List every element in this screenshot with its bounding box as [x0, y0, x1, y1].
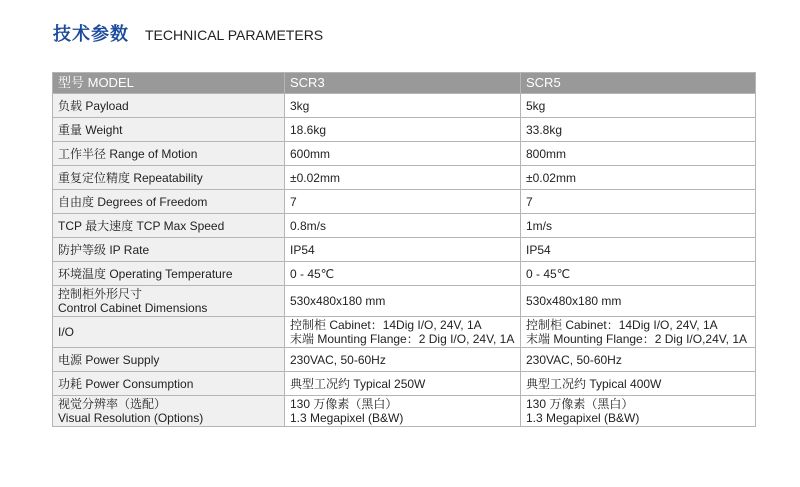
scr5-value-cell — [521, 396, 756, 427]
cell-text-line: 7 — [290, 194, 297, 209]
cell-text-line: 防护等级 IP Rate — [58, 242, 150, 257]
cell-text-line: 负载 Payload — [58, 98, 129, 113]
scr5-value-cell — [521, 317, 756, 348]
table-row — [53, 214, 756, 238]
scr3-value-cell — [285, 286, 521, 317]
cell-text-line: ±0.02mm — [290, 170, 340, 185]
column-header-scr5: SCR5 — [521, 73, 756, 94]
cell-text-line: 环境温度 Operating Temperature — [58, 266, 233, 281]
cell-text-line: 18.6kg — [290, 122, 327, 137]
cell-text-line: 重量 Weight — [58, 122, 123, 137]
cell-text-line: 5kg — [526, 98, 546, 113]
table-row — [53, 238, 756, 262]
cell-text-line: 末端 Mounting Flange：2 Dig I/O, 24V, 1A — [290, 332, 515, 346]
cell-text-line: 130 万像素（黑白） — [290, 397, 398, 411]
cell-text-line: 自由度 Degrees of Freedom — [58, 194, 208, 209]
table-row — [53, 262, 756, 286]
cell-text-line: ±0.02mm — [526, 170, 576, 185]
spec-label-cell — [53, 238, 285, 262]
table-row — [53, 348, 756, 372]
spec-table — [52, 72, 756, 427]
scr3-value-cell — [285, 317, 521, 348]
scr5-value-cell — [521, 286, 756, 317]
spec-label-cell — [53, 286, 285, 317]
cell-text-line: 控制柜外形尺寸 — [58, 287, 143, 301]
scr5-value-cell — [521, 238, 756, 262]
table-row — [53, 190, 756, 214]
spec-label-cell — [53, 396, 285, 427]
scr5-value-cell — [521, 348, 756, 372]
table-row — [53, 317, 756, 348]
cell-text-line: 1m/s — [526, 218, 553, 233]
cell-text-line: 0.8m/s — [290, 218, 327, 233]
cell-text-line: 7 — [526, 194, 533, 209]
cell-text-line: 33.8kg — [526, 122, 563, 137]
scr3-value-cell — [285, 142, 521, 166]
cell-text-line: 1.3 Megapixel (B&W) — [526, 411, 640, 425]
spec-label-cell — [53, 142, 285, 166]
table-row — [53, 396, 756, 427]
table-row — [53, 166, 756, 190]
column-header-scr3: SCR3 — [285, 73, 521, 94]
column-header-model: 型号 MODEL — [53, 73, 285, 94]
scr3-value-cell — [285, 166, 521, 190]
cell-text-line: 0 - 45℃ — [526, 266, 571, 281]
table-row — [53, 372, 756, 396]
spec-label-cell — [53, 166, 285, 190]
spec-label-cell — [53, 190, 285, 214]
scr5-value-cell — [521, 94, 756, 118]
scr5-value-cell — [521, 262, 756, 286]
cell-text-line: 控制柜 Cabinet：14Dig I/O, 24V, 1A — [526, 318, 718, 332]
cell-text-line: 功耗 Power Consumption — [58, 376, 194, 391]
spec-label-cell — [53, 372, 285, 396]
cell-text-line: 典型工况约 Typical 250W — [290, 376, 426, 391]
cell-text-line: 0 - 45℃ — [290, 266, 335, 281]
scr3-value-cell — [285, 348, 521, 372]
spec-label-cell — [53, 262, 285, 286]
cell-text-line: Visual Resolution (Options) — [58, 411, 204, 425]
spec-label-cell — [53, 118, 285, 142]
cell-text-line: 视觉分辨率（选配） — [58, 397, 167, 411]
cell-text-line: 工作半径 Range of Motion — [58, 146, 198, 161]
scr3-value-cell — [285, 238, 521, 262]
cell-text-line: 230VAC, 50-60Hz — [526, 352, 622, 367]
cell-text-line: 3kg — [290, 98, 310, 113]
scr5-value-cell — [521, 118, 756, 142]
cell-text-line: I/O — [58, 325, 75, 339]
cell-text-line: 230VAC, 50-60Hz — [290, 352, 386, 367]
cell-text-line: 800mm — [526, 146, 567, 161]
cell-text-line: 电源 Power Supply — [58, 352, 160, 367]
scr5-value-cell — [521, 166, 756, 190]
cell-text-line: IP54 — [290, 242, 315, 257]
scr3-value-cell — [285, 94, 521, 118]
scr3-value-cell — [285, 396, 521, 427]
scr5-value-cell — [521, 142, 756, 166]
section-title-cn: 技术参数 — [53, 24, 129, 44]
table-row — [53, 286, 756, 317]
spec-label-cell — [53, 317, 285, 348]
section-header — [53, 20, 323, 44]
spec-label-cell — [53, 94, 285, 118]
section-title-en: TECHNICAL PARAMETERS — [145, 27, 324, 43]
cell-text-line: Control Cabinet Dimensions — [58, 301, 208, 315]
cell-text-line: 530x480x180 mm — [526, 294, 622, 308]
table-row — [53, 142, 756, 166]
cell-text-line: 重复定位精度 Repeatability — [58, 170, 203, 185]
cell-text-line: TCP 最大速度 TCP Max Speed — [58, 218, 225, 233]
scr3-value-cell — [285, 372, 521, 396]
cell-text-line: 600mm — [290, 146, 331, 161]
scr5-value-cell — [521, 372, 756, 396]
cell-text-line: 530x480x180 mm — [290, 294, 386, 308]
scr3-value-cell — [285, 214, 521, 238]
table-header-row — [53, 73, 756, 94]
cell-text-line: IP54 — [526, 242, 551, 257]
scr5-value-cell — [521, 214, 756, 238]
spec-label-cell — [53, 214, 285, 238]
cell-text-line: 末端 Mounting Flange：2 Dig I/O,24V, 1A — [526, 332, 748, 346]
table-row — [53, 118, 756, 142]
table-body — [53, 94, 756, 427]
scr5-value-cell — [521, 190, 756, 214]
scr3-value-cell — [285, 190, 521, 214]
cell-text-line: 130 万像素（黑白） — [526, 397, 634, 411]
cell-text-line: 控制柜 Cabinet：14Dig I/O, 24V, 1A — [290, 318, 482, 332]
scr3-value-cell — [285, 118, 521, 142]
table-row — [53, 94, 756, 118]
cell-text-line: 典型工况约 Typical 400W — [526, 376, 662, 391]
scr3-value-cell — [285, 262, 521, 286]
spec-label-cell — [53, 348, 285, 372]
cell-text-line: 1.3 Megapixel (B&W) — [290, 411, 404, 425]
